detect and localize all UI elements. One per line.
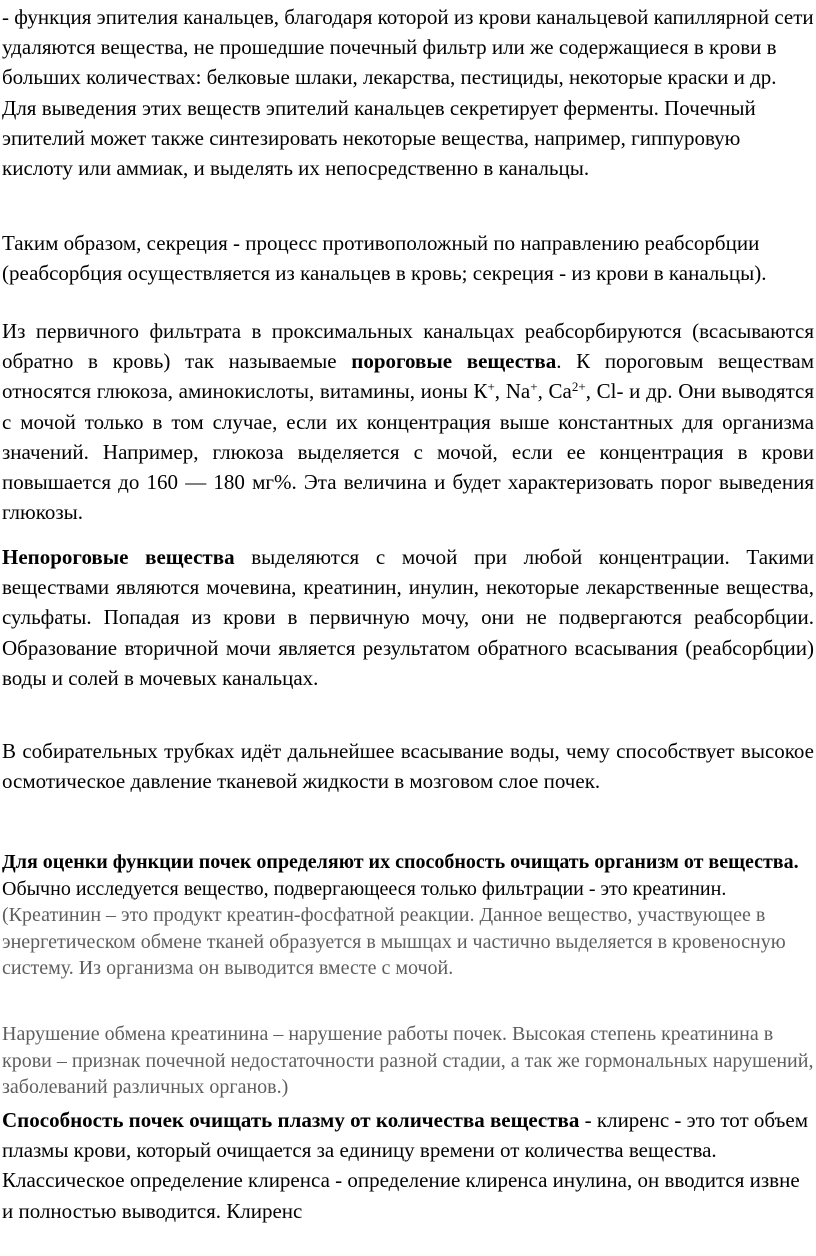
- paragraph-text: [2, 542, 814, 693]
- paragraph-kidney-function-assessment: [2, 849, 814, 982]
- paragraph-secretion-summary: [2, 228, 814, 288]
- paragraph-text: - функция эпителия канальцев, благодаря которой из крови канальцевой капиллярной сети удаляются вещества, не прошедшие почечный фильтр или же содержащиеся в крови в больших количествах: белковые шлаки, лекарства, пестициды, некоторые краски и др. Для выведения этих веществ эпителий канальцев секретирует ферменты. Почечный эпителий может также синтезировать некоторые вещества, например, гиппуровую кислоту или аммиак, и выделять их непосредственно в канальцы.: [2, 5, 814, 181]
- paragraph-text: [2, 316, 814, 527]
- paragraph-threshold-substances: [2, 316, 814, 527]
- paragraph-text: Таким образом, секреция - процесс противоположный по направлению реабсорбции (реабсорбция осуществляется из канальцев в кровь; секреция - из крови в канальцы).: [2, 231, 767, 286]
- bold-term: Способность почек очищать плазму от количества вещества: [2, 1108, 580, 1132]
- superscript: 2+: [571, 379, 586, 395]
- paragraph-text: Нарушение обмена креатинина – нарушение работы почек. Высокая степень креатинина в крови – признак почечной недостаточности разной стадии, а так же гормональных нарушений, заболеваний различных органов.): [2, 1023, 814, 1099]
- text-run: , Са: [537, 379, 572, 404]
- paragraph-text: [2, 849, 814, 982]
- text-run: , Na: [494, 379, 531, 404]
- bold-term: пороговые вещества: [351, 349, 557, 374]
- text-run: - клиренс - это тот объем плазмы крови, который очищается за единицу времени от количества вещества. Классическое определение клиренса - определение клиренса инулина, он вводится извне и полностью выводится. Клиренс: [2, 1108, 809, 1223]
- paragraph-creatinine-disorders: [2, 1021, 814, 1101]
- superscript: +: [530, 379, 538, 395]
- paragraph-collecting-ducts: [2, 736, 814, 796]
- text-run: , Cl- и др. Они выводятся с мочой только в том случае, если их концентрация выше константных для организма значений. Например, глюкоза выделяется с мочой, если ее концентрация в крови повышается до 160 — 180 мг%. Эта величина и будет характеризовать порог выведения глюкозы.: [2, 379, 814, 525]
- paragraph-clearance: [2, 1105, 814, 1226]
- text-run: Из первичного фильтрата в проксимальных канальцах реабсорбируются (всасываются обратно в кровь) так называемые: [2, 319, 814, 374]
- paragraph-secretion-function: [2, 2, 814, 183]
- superscript: +: [487, 379, 495, 395]
- bold-term: Для оценки функции почек определяют их способность очищать организм от вещества.: [2, 851, 799, 873]
- bold-term: Непороговые вещества: [2, 545, 235, 569]
- paragraph-text: [2, 1105, 814, 1226]
- gray-text-run: (Креатинин – это продукт креатин-фосфатной реакции. Данное вещество, участвующее в энергетическом обмене тканей образуется в мышцах и частично выделяется в кровеносную систему. Из организма он выводится вместе с мочой.: [2, 904, 786, 980]
- text-run: выделяются с мочой при любой концентрации. Такими веществами являются мочевина, креатинин, инулин, некоторые лекарственные вещества, сульфаты. Попадая из крови в первичную мочу, они не подвергаются реабсорбции. Образование вторичной мочи является результатом обратного всасывания (реабсорбции) воды и солей в мочевых канальцах.: [2, 545, 814, 690]
- paragraph-nonthreshold-substances: [2, 542, 814, 693]
- text-run: . К пороговым веществам относятся глюкоза, аминокислоты, витамины, ионы К: [2, 349, 815, 404]
- text-run: Обычно исследуется вещество, подвергающееся только фильтрации - это креатинин.: [2, 877, 727, 900]
- paragraph-text: В собирательных трубках идёт дальнейшее всасывание воды, чему способствует высокое осмотическое давление тканевой жидкости в мозговом слое почек.: [2, 739, 814, 794]
